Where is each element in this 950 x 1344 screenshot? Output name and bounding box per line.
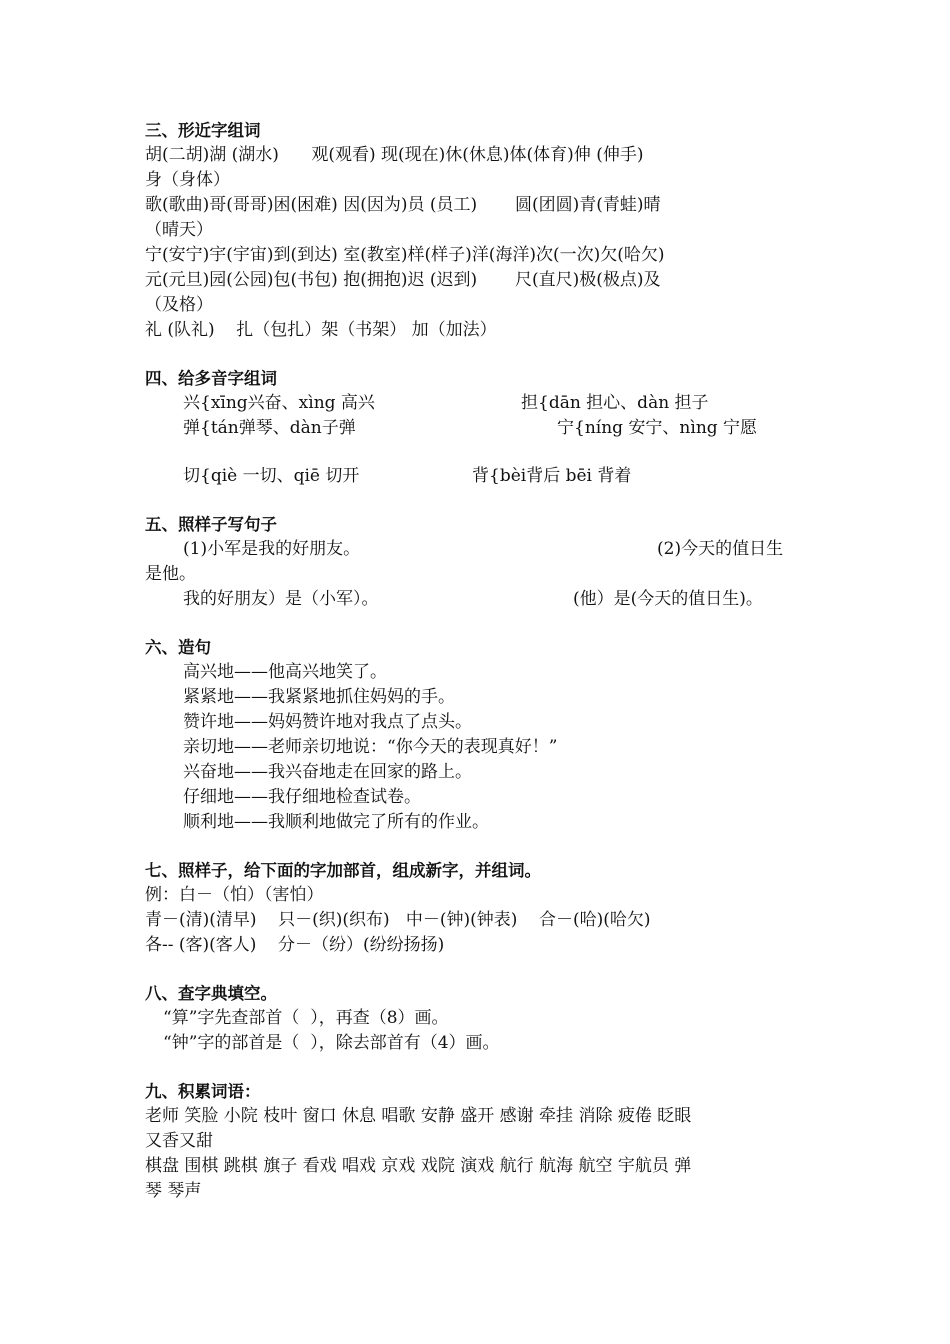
sec3-line-1: 胡(二胡)湖 (湖水) 观(观看) 现(现在)休(休息)体(体育)伸 (伸手) [145, 145, 644, 165]
sentence-answer-1: 我的好朋友）是（小军）。 [183, 589, 379, 609]
vocab-line-1: 老师 笑脸 小院 枝叶 窗口 休息 唱歌 安静 盛开 感谢 牵挂 消除 疲倦 眨眼 [145, 1106, 692, 1126]
radical-line-2: 各-- (客)(客人) 分－（纷）(纷纷扬扬) [145, 935, 445, 955]
dictionary-line-1: “算”字先查部首（ ），再查（8）画。 [163, 1008, 449, 1028]
make-sentence-5: 兴奋地——我兴奋地走在回家的路上。 [183, 762, 472, 782]
sentence-example-row-1 [145, 537, 813, 562]
polyphone-tan: 弹{tán弹琴、dàn子弹 [183, 418, 356, 438]
section-7-heading: 七、照样子，给下面的字加部首，组成新字，并组词。 [145, 861, 541, 880]
section-6-heading: 六、造句 [145, 638, 211, 657]
document-page [145, 118, 813, 1204]
sec3-line-7: （及格） [145, 295, 213, 315]
polyphone-xing: 兴{xīng兴奋、xìng 高兴 [183, 393, 375, 413]
sentence-example-2-cont: 是他。 [145, 564, 196, 584]
make-sentence-3: 赞许地——妈妈赞许地对我点了点头。 [183, 712, 472, 732]
sentence-example-1: (1)小军是我的好朋友。 [183, 539, 361, 559]
sec3-line-5: 宁(安宁)宇(宇宙)到(到达) 室(教室)样(样子)洋(海洋)次(一次)欠(哈欠) [145, 245, 665, 265]
section-5-heading: 五、照样子写句子 [145, 515, 277, 534]
sentence-answer-row [145, 587, 813, 612]
sentence-answer-2: (他）是(今天的值日生)。 [573, 589, 763, 609]
make-sentence-4: 亲切地——老师亲切地说：“你今天的表现真好！” [183, 737, 558, 757]
vocab-line-3: 棋盘 围棋 跳棋 旗子 看戏 唱戏 京戏 戏院 演戏 航行 航海 航空 宇航员 弹 [145, 1156, 692, 1176]
sec3-line-4: （晴天） [145, 220, 213, 240]
section-4-heading: 四、给多音字组词 [145, 369, 277, 388]
polyphone-row-1 [145, 391, 813, 416]
radical-example: 例：白－（怕）（害怕） [145, 885, 324, 905]
polyphone-row-3 [145, 464, 813, 489]
sec3-line-6: 元(元旦)园(公园)包(书包) 抱(拥抱)迟 (迟到) 尺(直尺)极(极点)及 [145, 270, 661, 290]
make-sentence-6: 仔细地——我仔细地检查试卷。 [183, 787, 421, 807]
polyphone-ning: 宁{níng 安宁、nìng 宁愿 [557, 418, 758, 438]
polyphone-qie: 切{qiè 一切、qiē 切开 [183, 466, 360, 486]
make-sentence-1: 高兴地——他高兴地笑了。 [183, 662, 387, 682]
polyphone-bei: 背{bèi背后 bēi 背着 [472, 466, 632, 486]
section-9-heading: 九、积累词语： [145, 1082, 261, 1101]
make-sentence-2: 紧紧地——我紧紧地抓住妈妈的手。 [183, 687, 455, 707]
polyphone-row-2 [145, 416, 813, 441]
section-8-heading: 八、查字典填空。 [145, 984, 277, 1003]
radical-line-1: 青－(清)(清早) 只－(织)(织布) 中－(钟)(钟表) 合－(哈)(哈欠) [145, 910, 651, 930]
sec3-line-3: 歌(歌曲)哥(哥哥)困(困难) 因(因为)员 (员工) 圆(团圆)青(青蛙)晴 [145, 195, 661, 215]
section-3-heading: 三、形近字组词 [145, 121, 261, 140]
make-sentence-7: 顺利地——我顺利地做完了所有的作业。 [183, 812, 489, 832]
vocab-line-2: 又香又甜 [145, 1131, 213, 1151]
sentence-example-2: (2)今天的值日生 [657, 539, 784, 559]
sec3-line-2: 身（身体） [145, 170, 230, 190]
sec3-line-8: 礼 (队礼) 扎（包扎）架（书架） 加（加法） [145, 320, 497, 340]
dictionary-line-2: “钟”字的部首是（ ），除去部首有（4）画。 [163, 1033, 500, 1053]
vocab-line-4: 琴 琴声 [145, 1181, 202, 1201]
polyphone-dan: 担{dān 担心、dàn 担子 [521, 393, 709, 413]
